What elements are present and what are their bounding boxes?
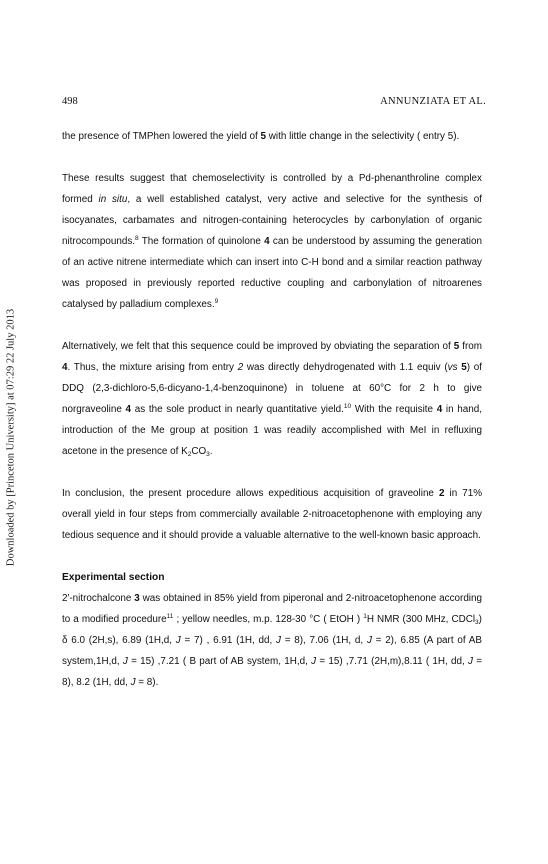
text-run: CO	[191, 446, 207, 457]
text-run: = 8), 8.2 (1H, dd,	[62, 656, 483, 688]
citation-ref: 9	[214, 298, 219, 305]
text-run: with little change in the selectivity ( entry 5).	[266, 131, 460, 142]
text-run: = 8).	[135, 677, 159, 688]
coupling-constant: J	[130, 677, 136, 688]
text-run: ) of DDQ (2,3-dichloro-5,6-dicyano-1,4-benzoquinone) in toluene at 60°C for 2 h to give norgraveoline	[62, 362, 482, 415]
coupling-constant: J	[122, 656, 128, 667]
compound-ref: 2	[438, 488, 445, 499]
download-watermark-sidebar	[0, 0, 22, 864]
text-run: With the requisite	[351, 404, 437, 415]
text-run: in 71% overall yield in four steps from commercially available 2-nitroacetophenone with employing any tedious sequence and it should provide a valuable alternative to the well-known basic approach.	[62, 488, 482, 541]
text-run: the presence of TMPhen lowered the yield of	[62, 131, 261, 142]
compound-ref: 5	[461, 362, 467, 373]
text-run: = 8), 7.06 (1H, d,	[280, 635, 367, 646]
text-run: as the sole product in nearly quantitative yield.	[131, 404, 344, 415]
superscript: 1	[363, 613, 367, 620]
subscript: 3	[475, 619, 479, 626]
italic-term: vs	[447, 362, 458, 373]
text-run: ; yellow needles, m.p. 128-30 °C ( EtOH )	[173, 614, 364, 625]
paragraph-chemoselectivity	[62, 168, 482, 315]
text-run: = 15) ,7.71 (2H,m),8.11 ( 1H, dd,	[316, 656, 469, 667]
paragraph-experimental	[62, 588, 482, 693]
paragraph-conclusion	[62, 483, 482, 546]
compound-ref: 4	[436, 404, 443, 415]
running-title: ANNUNZIATA ET AL.	[380, 96, 486, 107]
coupling-constant: J	[311, 656, 317, 667]
text-run: = 2), 6.85 (A part of AB system,1H,d,	[62, 635, 482, 667]
text-run: , a well established catalyst, very active and selective for the synthesis of isocyanates, carbamates and nitrogen-containing heterocycles by carbonylation of organic nitrocompounds.	[62, 194, 482, 247]
compound-ref: 5	[260, 131, 267, 142]
compound-ref: 4	[62, 362, 68, 373]
coupling-constant: J	[468, 656, 473, 667]
text-run: .	[209, 446, 213, 457]
coupling-constant: J	[175, 635, 181, 646]
compound-ref: 4	[125, 404, 132, 415]
text-run: . Thus, the mixture arising from entry	[67, 362, 238, 373]
italic-term: in situ	[98, 194, 128, 205]
text-run: was directly dehydrogenated with 1.1 equiv (	[243, 362, 448, 373]
download-watermark-text: Downloaded by [Princeton University] at 07:29 22 July 2013	[5, 308, 17, 567]
text-run: in hand, introduction of the Me group at position 1 was readily accomplished with MeI in refluxing acetone in the presence of K	[62, 404, 482, 457]
citation-ref: 10	[343, 403, 352, 410]
text-run: Alternatively, we felt that this sequence could be improved by obviating the separation of	[62, 341, 454, 352]
text-run: In conclusion, the present procedure allows expeditious acquisition of graveoline	[62, 488, 439, 499]
text-run: = 7) , 6.91 (1H, dd,	[180, 635, 276, 646]
text-run: was obtained in 85% yield from piperonal and 2-nitroacetophenone according to a modified procedure	[62, 593, 482, 625]
article-body	[62, 126, 482, 693]
subscript: 3	[206, 451, 210, 458]
text-run: ) δ 6.0 (2H,s), 6.89 (1H,d,	[62, 614, 482, 646]
page-header	[62, 96, 486, 110]
text-run: from	[459, 341, 482, 352]
compound-ref: 5	[453, 341, 460, 352]
citation-ref: 8	[135, 235, 139, 242]
compound-ref: 3	[134, 593, 140, 604]
text-run: can be understood by assuming the generation of an active nitrene intermediate which can insert into C-H bond and a similar reaction pathway was proposed in previously reported reductive coupling and carbonylation of nitroarenes catalysed by palladium complexes.	[62, 236, 482, 310]
text-run: 2'-nitrochalcone	[62, 593, 135, 604]
text-run: The formation of quinolone	[138, 236, 265, 247]
page-number: 498	[62, 96, 78, 107]
compound-ref: 4	[264, 236, 270, 247]
text-run: These results suggest that chemoselectivity is controlled by a Pd-phenanthroline complex formed	[62, 173, 482, 205]
section-heading: Experimental section	[62, 572, 165, 583]
entry-ref: 2	[237, 362, 244, 373]
citation-ref: 11	[166, 613, 174, 620]
paragraph-entry5	[62, 126, 482, 147]
coupling-constant: J	[366, 635, 372, 646]
coupling-constant: J	[276, 635, 281, 646]
text-run: = 15) ,7.21 ( B part of AB system, 1H,d,	[127, 656, 312, 667]
paragraph-alternatively	[62, 336, 482, 462]
text-run: H NMR (300 MHz, CDCl	[366, 614, 476, 625]
subscript: 2	[187, 451, 192, 458]
